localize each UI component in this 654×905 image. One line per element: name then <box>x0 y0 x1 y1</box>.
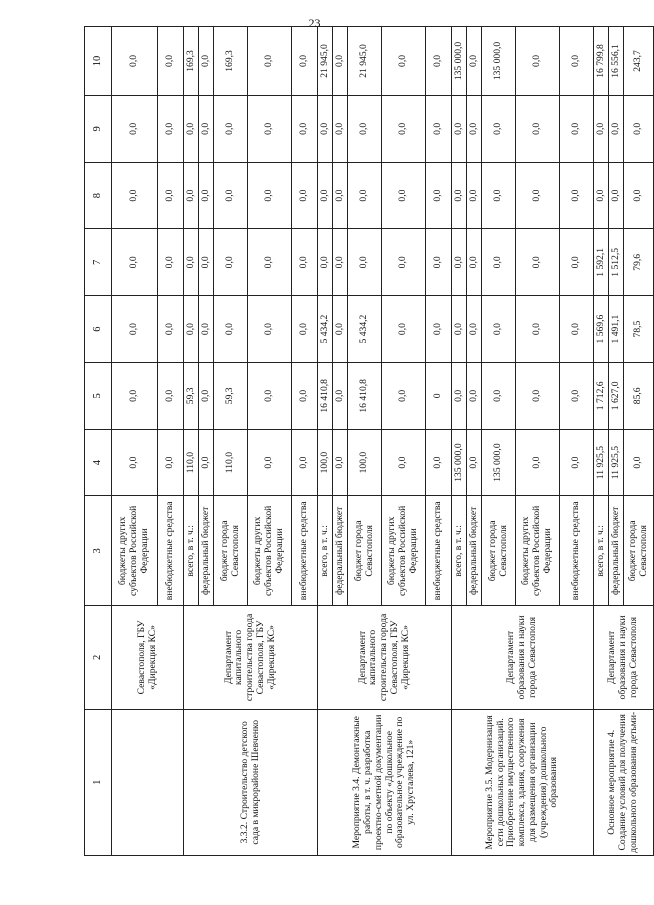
value-cell: 11 925,5 <box>594 429 609 496</box>
value-cell: 0,0 <box>560 362 594 429</box>
value-cell: 0,0 <box>452 95 467 162</box>
value-cell: 0,0 <box>333 429 348 496</box>
funding-source-cell: внебюджетные средства <box>158 496 184 606</box>
value-cell: 0,0 <box>452 296 467 363</box>
activity-name-cell: Мероприятие 3.4. Демонтажные работы, в т. ч. разработка проектно-сметной документации по объекту «Дошкольное образовательное учреждение по ул. Хрусталева, 121» <box>318 709 452 855</box>
value-cell: 0,0 <box>158 229 184 296</box>
table-row <box>594 27 609 856</box>
value-cell: 0,0 <box>292 162 318 229</box>
value-cell: 0,0 <box>467 95 482 162</box>
table-row <box>318 27 333 856</box>
value-cell: 16 410,8 <box>348 362 382 429</box>
funding-source-cell: внебюджетные средства <box>560 496 594 606</box>
column-number: 9 <box>85 95 112 162</box>
value-cell: 16 799,8 <box>594 27 609 96</box>
value-cell: 0,0 <box>112 162 158 229</box>
value-cell: 0,0 <box>482 296 516 363</box>
value-cell: 0,0 <box>214 95 248 162</box>
value-cell: 0,0 <box>560 162 594 229</box>
value-cell: 0,0 <box>248 429 292 496</box>
value-cell: 0,0 <box>199 95 214 162</box>
value-cell: 0,0 <box>624 162 654 229</box>
value-cell: 0,0 <box>333 296 348 363</box>
value-cell: 0,0 <box>467 162 482 229</box>
value-cell: 0,0 <box>467 429 482 496</box>
funding-source-cell: бюджеты других субъектов Российской Федерации <box>112 496 158 606</box>
funding-source-cell: всего, в т. ч.: <box>318 496 333 606</box>
funding-source-cell: бюджеты других субъектов Российской Федерации <box>382 496 426 606</box>
value-cell: 1 491,1 <box>609 296 624 363</box>
value-cell: 0,0 <box>112 296 158 363</box>
funding-source-cell: бюджеты других субъектов Российской Федерации <box>516 496 560 606</box>
value-cell: 0,0 <box>382 27 426 96</box>
value-cell: 0,0 <box>560 429 594 496</box>
funding-source-cell: всего, в т. ч.: <box>184 496 199 606</box>
value-cell: 0,0 <box>248 162 292 229</box>
value-cell: 0,0 <box>382 296 426 363</box>
value-cell: 0,0 <box>333 162 348 229</box>
column-number: 8 <box>85 162 112 229</box>
column-number: 2 <box>85 606 112 709</box>
funding-source-cell: бюджет города Севастополя <box>624 496 654 606</box>
value-cell: 135 000,0 <box>482 27 516 96</box>
table-row <box>452 27 467 856</box>
value-cell: 0,0 <box>333 27 348 96</box>
responsible-cell: Департамент капитального строительства города Севастополя, ГБУ «Дирекция КС» <box>184 606 318 709</box>
value-cell: 0,0 <box>292 95 318 162</box>
value-cell: 0,0 <box>467 229 482 296</box>
value-cell: 0,0 <box>199 162 214 229</box>
activity-name-cell: Основное мероприятие 4. Создание условий для получения дошкольного образования детьми- <box>594 709 654 855</box>
value-cell: 0,0 <box>199 362 214 429</box>
value-cell: 0,0 <box>482 95 516 162</box>
value-cell: 0,0 <box>609 95 624 162</box>
value-cell: 85,6 <box>624 362 654 429</box>
column-number: 3 <box>85 496 112 606</box>
value-cell: 59,3 <box>214 362 248 429</box>
value-cell: 110,0 <box>214 429 248 496</box>
value-cell: 0,0 <box>516 229 560 296</box>
activity-name-cell <box>112 709 184 855</box>
funding-source-cell: бюджет города Севастополя <box>214 496 248 606</box>
column-number: 4 <box>85 429 112 496</box>
value-cell: 243,7 <box>624 27 654 96</box>
value-cell: 0,0 <box>248 362 292 429</box>
funding-source-cell: всего, в т. ч.: <box>594 496 609 606</box>
value-cell: 0,0 <box>467 362 482 429</box>
funding-table <box>84 26 654 856</box>
value-cell: 1 569,6 <box>594 296 609 363</box>
value-cell: 0,0 <box>292 296 318 363</box>
value-cell: 0,0 <box>158 27 184 96</box>
value-cell: 0,0 <box>594 162 609 229</box>
value-cell: 0,0 <box>333 95 348 162</box>
value-cell: 100,0 <box>318 429 333 496</box>
value-cell: 0,0 <box>482 362 516 429</box>
value-cell: 59,3 <box>184 362 199 429</box>
value-cell: 16 410,8 <box>318 362 333 429</box>
value-cell: 0,0 <box>516 296 560 363</box>
value-cell: 0,0 <box>482 162 516 229</box>
value-cell: 0,0 <box>199 429 214 496</box>
value-cell: 5 434,2 <box>348 296 382 363</box>
value-cell: 135 000,0 <box>452 27 467 96</box>
column-number: 6 <box>85 296 112 363</box>
value-cell: 0,0 <box>158 362 184 429</box>
value-cell: 0,0 <box>609 162 624 229</box>
funding-source-cell: всего, в т. ч.: <box>452 496 467 606</box>
rotated-table-frame <box>84 26 649 856</box>
value-cell: 0,0 <box>452 362 467 429</box>
value-cell: 1 627,0 <box>609 362 624 429</box>
funding-source-cell: федеральный бюджет <box>609 496 624 606</box>
value-cell: 0,0 <box>292 27 318 96</box>
table-row <box>112 27 158 856</box>
value-cell: 169,3 <box>184 27 199 96</box>
value-cell: 0,0 <box>382 429 426 496</box>
value-cell: 0,0 <box>292 229 318 296</box>
value-cell: 0,0 <box>516 162 560 229</box>
value-cell: 0,0 <box>184 229 199 296</box>
value-cell: 0,0 <box>426 296 452 363</box>
value-cell: 0,0 <box>382 229 426 296</box>
responsible-cell: Севастополя, ГБУ «Дирекция КС» <box>112 606 184 709</box>
value-cell: 0,0 <box>516 27 560 96</box>
column-number: 10 <box>85 27 112 96</box>
value-cell: 0,0 <box>158 162 184 229</box>
value-cell: 0,0 <box>426 429 452 496</box>
value-cell: 0,0 <box>199 27 214 96</box>
value-cell: 0,0 <box>516 429 560 496</box>
value-cell: 0,0 <box>560 296 594 363</box>
value-cell: 0,0 <box>318 162 333 229</box>
value-cell: 0,0 <box>624 429 654 496</box>
value-cell: 0,0 <box>318 95 333 162</box>
activity-name-cell: 3.3.2. Строительство детского сада в микрорайоне Шевченко <box>184 709 318 855</box>
value-cell: 0,0 <box>112 362 158 429</box>
value-cell: 1 512,5 <box>609 229 624 296</box>
page-number: 23 <box>308 16 321 30</box>
value-cell: 21 945,0 <box>318 27 333 96</box>
funding-source-cell: внебюджетные средства <box>292 496 318 606</box>
value-cell: 0,0 <box>214 296 248 363</box>
value-cell: 16 556,1 <box>609 27 624 96</box>
value-cell: 0,0 <box>560 95 594 162</box>
value-cell: 0,0 <box>482 229 516 296</box>
value-cell: 0,0 <box>184 95 199 162</box>
value-cell: 0,0 <box>214 229 248 296</box>
value-cell: 0,0 <box>199 229 214 296</box>
column-number: 1 <box>85 709 112 855</box>
value-cell: 0,0 <box>382 162 426 229</box>
responsible-cell: Департамент образования и науки города Севастополя <box>452 606 594 709</box>
value-cell: 169,3 <box>214 27 248 96</box>
value-cell: 0,0 <box>318 229 333 296</box>
value-cell: 78,5 <box>624 296 654 363</box>
value-cell: 0,0 <box>426 95 452 162</box>
value-cell: 0,0 <box>560 229 594 296</box>
value-cell: 0,0 <box>248 229 292 296</box>
value-cell: 0,0 <box>467 296 482 363</box>
value-cell: 0,0 <box>516 95 560 162</box>
value-cell: 0,0 <box>348 229 382 296</box>
value-cell: 0,0 <box>467 27 482 96</box>
value-cell: 0,0 <box>214 162 248 229</box>
value-cell: 0,0 <box>333 362 348 429</box>
value-cell: 0 <box>426 362 452 429</box>
value-cell: 0,0 <box>112 429 158 496</box>
value-cell: 0,0 <box>426 27 452 96</box>
value-cell: 0,0 <box>292 429 318 496</box>
value-cell: 0,0 <box>112 229 158 296</box>
value-cell: 0,0 <box>158 429 184 496</box>
value-cell: 0,0 <box>426 229 452 296</box>
value-cell: 0,0 <box>348 95 382 162</box>
value-cell: 0,0 <box>248 95 292 162</box>
value-cell: 0,0 <box>292 362 318 429</box>
value-cell: 0,0 <box>248 27 292 96</box>
funding-source-cell: федеральный бюджет <box>199 496 214 606</box>
value-cell: 0,0 <box>112 27 158 96</box>
funding-source-cell: бюджет города Севастополя <box>482 496 516 606</box>
value-cell: 0,0 <box>382 95 426 162</box>
value-cell: 1 592,1 <box>594 229 609 296</box>
value-cell: 0,0 <box>452 162 467 229</box>
funding-source-cell: федеральный бюджет <box>467 496 482 606</box>
value-cell: 0,0 <box>348 162 382 229</box>
responsible-cell: Департамент капитального строительства города Севастополя, ГБУ «Дирекция КС» <box>318 606 452 709</box>
value-cell: 0,0 <box>248 296 292 363</box>
table-row <box>184 27 199 856</box>
value-cell: 0,0 <box>199 296 214 363</box>
value-cell: 0,0 <box>516 362 560 429</box>
value-cell: 0,0 <box>184 162 199 229</box>
value-cell: 0,0 <box>426 162 452 229</box>
value-cell: 110,0 <box>184 429 199 496</box>
value-cell: 100,0 <box>348 429 382 496</box>
responsible-cell: Департамент образования и науки города Севастополя <box>594 606 654 709</box>
value-cell: 0,0 <box>624 95 654 162</box>
value-cell: 21 945,0 <box>348 27 382 96</box>
value-cell: 1 712,6 <box>594 362 609 429</box>
value-cell: 0,0 <box>452 229 467 296</box>
value-cell: 0,0 <box>184 296 199 363</box>
value-cell: 0,0 <box>158 95 184 162</box>
value-cell: 0,0 <box>382 362 426 429</box>
column-number: 5 <box>85 362 112 429</box>
value-cell: 79,6 <box>624 229 654 296</box>
value-cell: 0,0 <box>560 27 594 96</box>
value-cell: 0,0 <box>333 229 348 296</box>
column-number: 7 <box>85 229 112 296</box>
funding-source-cell: внебюджетные средства <box>426 496 452 606</box>
column-number-row <box>85 27 112 856</box>
value-cell: 135 000,0 <box>452 429 467 496</box>
funding-source-cell: бюджет города Севастополя <box>348 496 382 606</box>
value-cell: 5 434,2 <box>318 296 333 363</box>
value-cell: 0,0 <box>594 95 609 162</box>
funding-source-cell: федеральный бюджет <box>333 496 348 606</box>
value-cell: 11 925,5 <box>609 429 624 496</box>
value-cell: 0,0 <box>158 296 184 363</box>
funding-source-cell: бюджеты других субъектов Российской Федерации <box>248 496 292 606</box>
activity-name-cell: Мероприятие 3.5. Модернизация сети дошкольных организаций. Приобретение имущественного комплекса, здания, сооружения для размещения организации (учреждения) дошкольного образования <box>452 709 594 855</box>
value-cell: 0,0 <box>112 95 158 162</box>
value-cell: 135 000,0 <box>482 429 516 496</box>
